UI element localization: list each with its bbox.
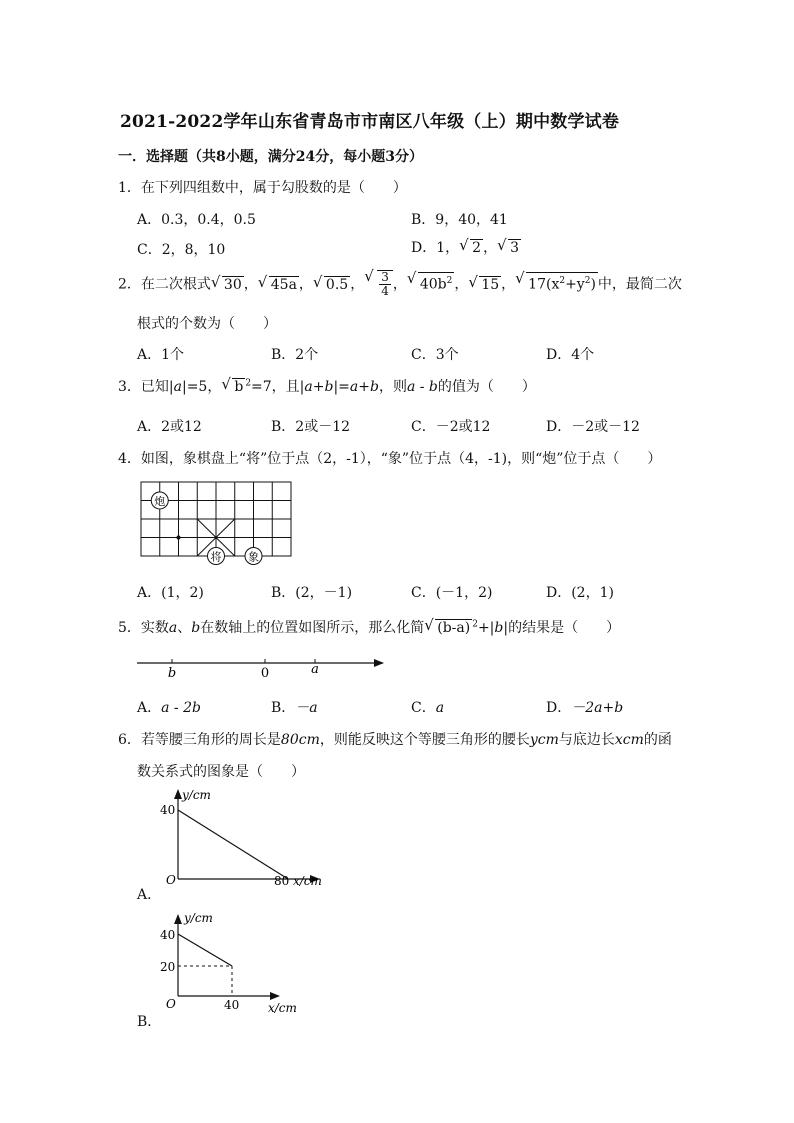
q6-graph-a[interactable] xyxy=(156,787,326,891)
q1-option-d[interactable]: D．1，√ 2 ，√ 3 xyxy=(411,237,521,257)
question-5-stem: 5．实数a、b在数轴上的位置如图所示，那么化简√ (b-a) $^2$+|b|的结果是（ ） xyxy=(118,617,620,637)
q3-option-b[interactable]: B．2或－12 xyxy=(271,419,351,435)
radical: √ $40b^2$ xyxy=(408,272,455,293)
q4-option-d[interactable]: D．(2，1) xyxy=(546,585,614,601)
number-line-label-b: b xyxy=(167,666,177,681)
q2-option-b[interactable]: B．2个 xyxy=(271,347,319,363)
svg-text:炮: 炮 xyxy=(154,495,166,508)
q1-option-d-prefix: D．1， xyxy=(411,240,460,256)
graph-b-tick-x40: 40 xyxy=(224,998,240,1012)
q5-option-a[interactable]: A．a - 2b xyxy=(137,700,201,716)
question-2-line2: 根式的个数为（ ） xyxy=(137,316,277,332)
q5-option-b[interactable]: B．－a xyxy=(271,700,318,716)
piece-xiang xyxy=(245,548,262,565)
q4-option-c[interactable]: C．(－1，2) xyxy=(411,585,493,601)
graph-b-line xyxy=(178,934,232,966)
question-1-stem: 1．在下列四组数中，属于勾股数的是（ ） xyxy=(118,180,407,196)
question-2-stem: 2．在二次根式√ 30 ，√ 45a ，√ 0.5 ， √ $\frac{3}{4}$ ，√ $40b^2$ ，√ 15 ，√ $17(x^2+y^2)$ 中，最简二次 xyxy=(118,270,682,298)
graph-b-tick-40: 40 xyxy=(160,928,176,942)
radical: √ 2 xyxy=(460,239,483,256)
graph-b-xlabel: x/cm xyxy=(268,1001,297,1015)
graph-a-ylabel: y/cm xyxy=(182,788,211,802)
graph-a-line xyxy=(178,810,288,879)
radical xyxy=(365,270,393,298)
radical: √ (b-a) xyxy=(425,619,472,636)
radical: √ 3 xyxy=(498,239,521,256)
radical: √ b xyxy=(222,378,245,395)
fraction: √ $\frac{3}{4}$ xyxy=(381,270,389,298)
q3-option-a[interactable]: A．2或12 xyxy=(137,419,202,435)
q1-option-c[interactable]: C．2，8，10 xyxy=(137,242,226,258)
piece-pao xyxy=(151,492,168,509)
q5-option-c[interactable]: C．a xyxy=(411,700,445,716)
board-point xyxy=(177,536,181,540)
q2-option-d[interactable]: D．4个 xyxy=(546,347,595,363)
section-heading: 一．选择题（共8小题，满分24分，每小题3分） xyxy=(118,149,423,165)
q6-option-a-label[interactable]: A． xyxy=(137,887,162,903)
q1-option-b[interactable]: B．9，40，41 xyxy=(411,212,508,228)
radical: √ 0.5 xyxy=(314,276,350,293)
radical: √ 30 xyxy=(212,276,244,293)
graph-a-tick-40: 40 xyxy=(160,803,176,817)
chess-board-figure xyxy=(136,478,300,570)
q4-option-a[interactable]: A．(1，2) xyxy=(137,585,204,601)
question-3-stem: 3．已知|a|=5，√ b $^2$=7，且|a+b|=a+b，则a - b的值为（ ） xyxy=(118,376,536,396)
q3-option-c[interactable]: C．－2或12 xyxy=(411,419,491,435)
graph-b-tick-20: 20 xyxy=(160,960,176,974)
q2-option-a[interactable]: A．1个 xyxy=(137,347,185,363)
svg-text:象: 象 xyxy=(248,550,259,564)
page-title: 2021-2022学年山东省青岛市市南区八年级（上）期中数学试卷 xyxy=(120,112,620,132)
q6-graph-b[interactable] xyxy=(156,906,306,1016)
svg-text:将: 将 xyxy=(210,550,222,564)
q2-suffix: 中，最简二次 xyxy=(597,276,682,293)
graph-b-ylabel: y/cm xyxy=(184,911,213,925)
piece-jiang xyxy=(208,548,225,565)
q3-option-d[interactable]: D．－2或－12 xyxy=(546,419,640,435)
question-6-line1: 6．若等腰三角形的周长是80cm，则能反映这个等腰三角形的腰长ycm与底边长xcm的函 xyxy=(118,732,672,748)
number-line-label-a: a xyxy=(311,662,319,677)
number-line-label-0: 0 xyxy=(260,666,270,681)
question-6-line2: 数关系式的图象是（ ） xyxy=(137,764,305,780)
q2-option-c[interactable]: C．3个 xyxy=(411,347,459,363)
question-4-stem: 4．如图，象棋盘上“将”位于点（2，-1），“象”位于点（4，-1)，则“炮”位于点（ ） xyxy=(118,451,662,467)
graph-b-origin: O xyxy=(166,997,176,1011)
radical: √ 45a xyxy=(259,276,299,293)
graph-a-origin: O xyxy=(166,873,176,887)
graph-a-xlabel: x/cm xyxy=(293,874,322,888)
radical: √ 15 xyxy=(469,276,501,293)
q5-option-d[interactable]: D．－2a+b xyxy=(546,700,624,716)
q1-option-a[interactable]: A．0.3，0.4，0.5 xyxy=(137,212,256,228)
q4-option-b[interactable]: B．(2，－1) xyxy=(271,585,353,601)
graph-a-tick-80: 80 xyxy=(274,874,290,888)
number-line-figure xyxy=(134,652,388,682)
q6-option-b-label[interactable]: B． xyxy=(137,1014,162,1030)
q2-prefix: 2．在二次根式 xyxy=(118,276,211,293)
radical: √ $17(x^2+y^2)$ xyxy=(516,272,598,293)
